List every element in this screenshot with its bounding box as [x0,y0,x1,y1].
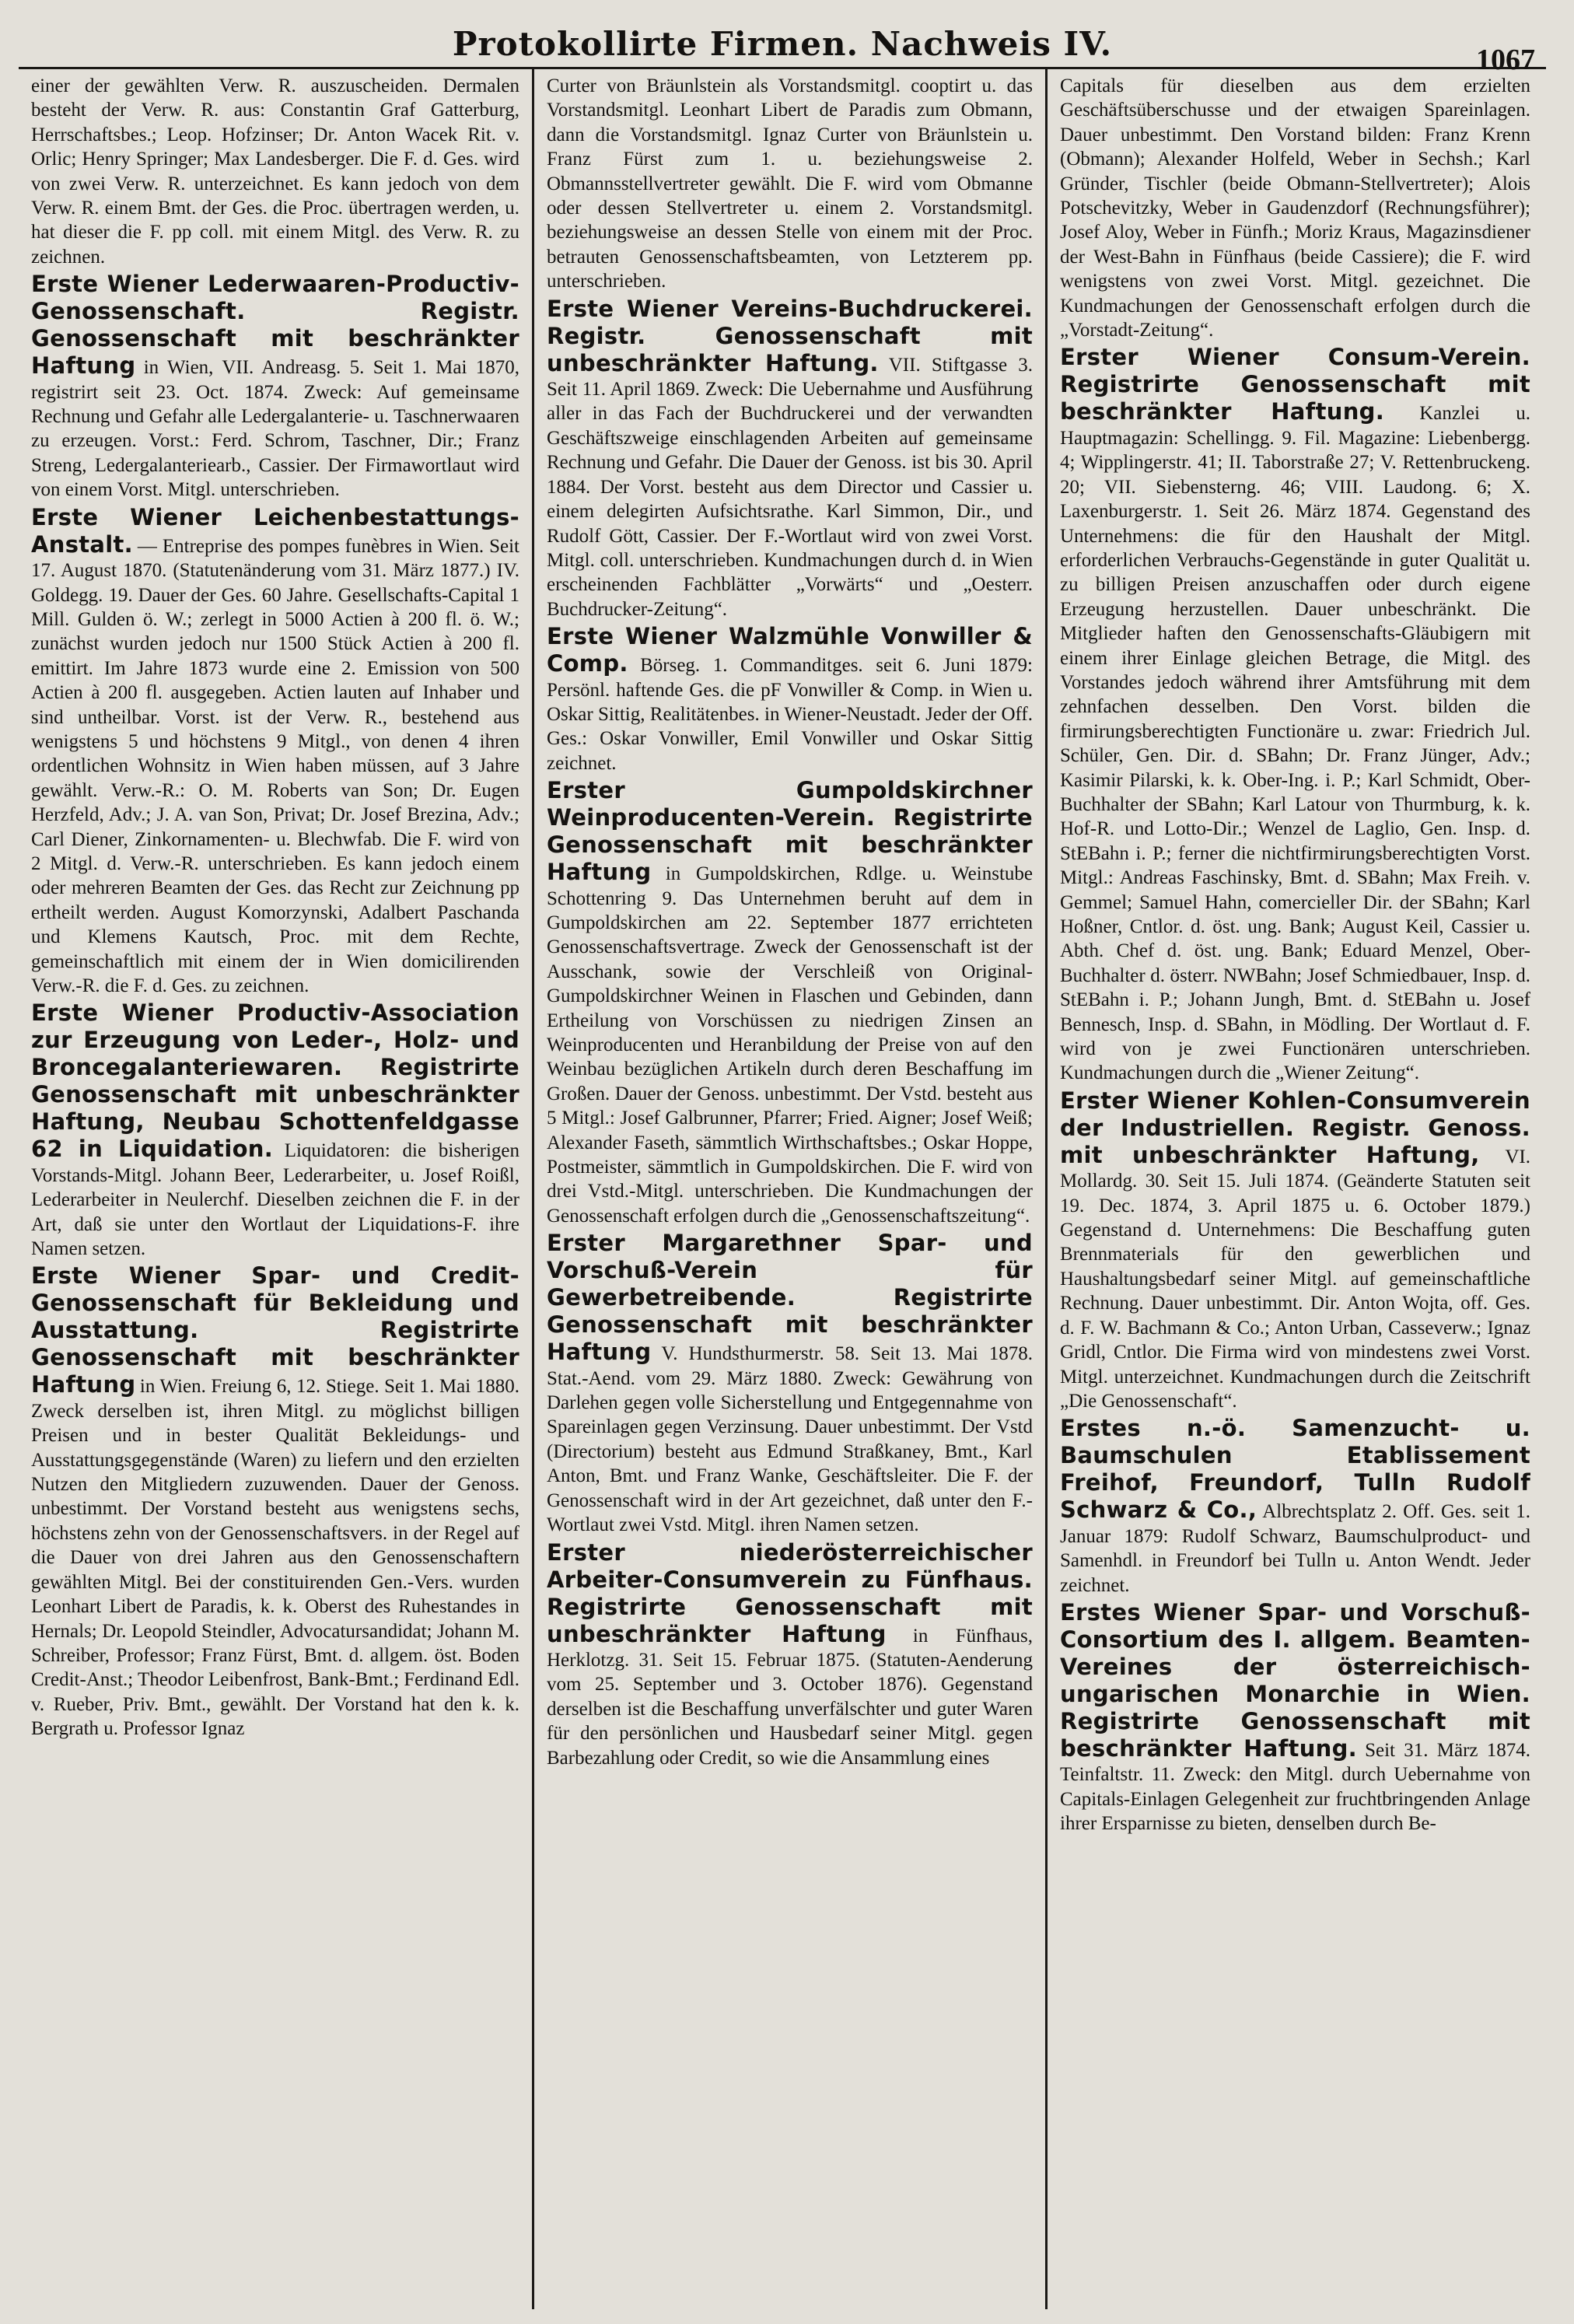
firm-name: Erster Wiener Consum-Verein. Registrirte Genossenschaft mit beschränkter Haftung. [1060,344,1530,425]
column-2 [532,69,1045,2309]
firm-entry [547,296,1033,621]
firm-description: Seit 31. März 1874. Teinfaltstr. 11. Zweck: den Mitgl. durch Uebernahme von Capitals-Einlagen Gelegenheit zur fruchtbringenden Anlage ihrer Ersparnisse zu bieten, denselben durch Be- [1060,1739,1531,1835]
firm-description: VI. Mollardg. 30. Seit 15. Juli 1874. (Geänderte Statuten seit 19. Dec. 1874, 3. April 1875 u. 6. October 1879.) Gegenstand d. Unternehmens: Die Beschaffung guten Brennmaterials für den gewerblichen und Haushaltungsbedarf seiner Mitgl. auf gemeinschaftliche Rechnung. Dauer unbestimmt. Dir. Anton Wojta, off. Ges. d. F. W. Bachmann & Co.; Anton Urban, Casseverw.; Ignaz Gridl, Cntlor. Die Firma wird von mindestens zwei Vorst. Mitgl. unterzeichnet. Kundmachungen durch die Zeitschrift „Die Genossenschaft“. [1060,1146,1530,1412]
firm-name: Erster Gumpoldskirchner Weinproducenten-Verein. Registrirte Genossenschaft mit beschränkter Haftung [547,777,1033,886]
firm-name: Erstes Wiener Spar- und Vorschuß-Consortium des I. allgem. Beamten-Vereines der österreichisch-ungarischen Monarchie in Wien. Registrirte Genossenschaft mit beschränkter Haftung. [1060,1598,1530,1762]
firm-description: in Wien, VII. Andreasg. 5. Seit 1. Mai 1870, registrirt seit 23. Oct. 1874. Zweck: Auf gemeinsame Rechnung und Gefahr alle Ledergalanterie- u. Taschnerwaaren zu erzeugen. Vorst.: Ferd. Schrom, Taschner, Dir.; Franz Streng, Ledergalanteriearb., Cassier. Der Firmawortlaut wird von einem Vorst. Mitgl. unterschrieben. [31,357,520,501]
firm-name: Erster Wiener Kohlen-Consumverein der Industriellen. Registr. Genoss. mit unbeschränkter Haftung, [1060,1087,1530,1168]
firm-description: in Wien. Freiung 6, 12. Stiege. Seit 1. Mai 1880. Zweck derselben ist, ihren Mitgl. zu möglichst billigen Preisen und in bester Qualität Bekleidungs- und Ausstattungsgegenstände (Waren) zu liefern und den erzielten Nutzen den Mitgliedern zuzuwenden. Dauer der Genoss. unbestimmt. Der Vorstand besteht aus wenigstens sechs, höchstens zehn von der Genossenschaftsvers. in der Regel auf die Dauer von drei Jahren aus den Genossenschaftern gewählten Mitgl. Bei der constituirenden Gen.-Vers. wurden Leonhart Libert de Paradis, k. k. Oberst des Ruhestandes in Hernals; Dr. Leopold Steindler, Advocatursandidat; Johann M. Schreiber, Professor; Franz Fürst, Bmt. d. allgem. öst. Boden Credit-Anst.; Theodor Leibenfrost, Bank-Bmt.; Ferdinand Edl. v. Rueber, Priv. Bmt., gewählt. Der Vorstand hat den k. k. Bergrath u. Professor Ignaz [31,1376,519,1740]
running-title: Protokollirte Firmen. Nachweis IV. [452,25,1113,63]
firm-name: Erste Wiener Lederwaaren-Productiv-Genossenschaft. Registr. Genossenschaft mit beschränkter Haftung [31,271,519,380]
firm-entry [31,271,519,502]
page-header [19,0,1546,76]
firm-description: V. Hundsthurmerstr. 58. Seit 13. Mai 1878. Stat.-Aend. vom 29. März 1880. Zweck: Gewährung von Darlehen gegen volle Sicherstellung und Entgegennahme von Spareinlagen gegen Verzinsung. Dauer unbestimmt. Der Vstd (Directorium) besteht aus Edmund Straßkaney, Bmt., Karl Anton, Bmt. und Franz Wanke, Geschäftsleiter. Die F. der Genossenschaft wird in der Art gezeichnet, daß unter den F.-Wortlaut zwei Vstd. Mitgl. ihren Namen setzen. [547,1343,1033,1536]
firm-name: Erste Wiener Vereins-Buchdruckerei. Registr. Genossenschaft mit unbeschränkter Haftung. [547,295,1033,376]
firm-name: Erster niederösterreichischer Arbeiter-Consumverein zu Fünfhaus. Registrirte Genossenschaft mit unbeschränkter Haftung [547,1538,1033,1647]
firm-entry [1060,344,1530,1085]
page-number: 1067 [1476,44,1535,76]
firm-name: Erste Wiener Spar- und Credit-Genossenschaft für Bekleidung und Ausstattung. Registrirte Genossenschaft mit beschränkter Haftung [31,1262,519,1398]
firm-entry [547,1539,1033,1770]
firm-entry [547,1230,1033,1537]
firm-name: Erste Wiener Productiv-Association zur Erzeugung von Leder-, Holz- und Broncegalanteriewaren. Registrirte Genossenschaft mit unbeschränkter Haftung, Neubau Schottenfeldgasse 62 in Liquidation. [31,999,519,1163]
text-columns [19,67,1546,2309]
firm-description: VII. Stiftgasse 3. Seit 11. April 1869. Zweck: Die Uebernahme und Ausführung aller in das Fach der Buchdruckerei und der verwandten Geschäftszweige einschlagenden Arbeiten auf gemeinsame Rechnung und Gefahr. Die Dauer der Genoss. ist bis 30. April 1884. Der Vorst. besteht aus dem Director und Cassier u. einem delegirten Aufsichtsrathe. Karl Simmon, Dir., und Rudolf Gött, Cassier. Der F.-Wortlaut wird von zwei Vorst. Mitgl. coll. unterschrieben. Kundmachungen durch d. in Wien erscheinenden Fachblätter „Vorwärts“ und „Oesterr. Buchdrucker-Zeitung“. [547,354,1033,620]
firm-entry [1060,1599,1530,1836]
firm-entry [1060,1415,1530,1598]
firm-description: — Entreprise des pompes funèbres in Wien. Seit 17. August 1870. (Statutenänderung vom 31. März 1877.) IV. Goldegg. 19. Dauer der Ges. 60 Jahre. Gesellschafts-Capital 1 Mill. Gulden ö. W.; zerlegt in 5000 Actien à 200 fl. ö. W.; zunächst wurden jedoch nur 1500 Stück Actien à 200 fl. emittirt. Im Jahre 1873 wurde eine 2. Emission von 500 Actien à 200 fl. ausgegeben. Actien lauten auf Inhaber und sind untheilbar. Vorst. ist der Verw. R., bestehend aus wenigstens 5 und höchstens 9 Mitgl., von denen 4 ihren ordentlichen Wohnsitz in Wien haben müssen, auf 3 Jahre gewählt. Verw.-R.: O. M. Roberts van Son; Dr. Eugen Herzfeld, Adv.; J. A. van Son, Privat; Dr. Josef Brezina, Adv.; Carl Diener, Zinkornamenten- u. Blechwfab. Die F. wird von 2 Mitgl. d. Verw.-R. unterschrieben. Es kann jedoch einem oder mehreren Beamten der Ges. das Recht zur Zeichnung pp ertheilt werden. August Komorzynski, Adalbert Paschanda und Klemens Kautsch, Proc. mit dem Rechte, gemeinschaftlich mit einem der in Wien domicilirenden Verw.-R. die F. d. Ges. zu zeichnen. [31,535,519,996]
firm-name: Erste Wiener Leichenbestattungs-Anstalt. [31,503,519,558]
firm-description: Börseg. 1. Commanditges. seit 6. Juni 1879: Persönl. haftende Ges. die pF Vonwiller & Comp. in Wien u. Oskar Sittig, Realitätenbes. in Wiener-Neustadt. Jeder der Off. Ges.: Oskar Vonwiller, Emil Vonwiller und Oskar Sittig zeichnet. [547,655,1033,774]
firm-description: Curter von Bräunlstein als Vorstandsmitgl. cooptirt u. das Vorstandsmitgl. Leonhart Libert de Paradis zum Obmann, dann die Vorstandsmitgl. Ignaz Curter von Bräunlstein u. Franz Fürst zum 1. u. beziehungsweise 2. Obmannsstellvertreter gewählt. Die F. wird vom Obmanne oder dessen Stellvertreter u. einem 2. Vorstandsmitgl. beziehungsweise an dessen Stelle von einem mit der Proc. betrauten Genossenschaftsbeamten, von Letzterem pp. unterschrieben. [547,75,1033,292]
firm-entry [1060,74,1530,342]
column-3 [1045,69,1543,2309]
firm-entry [547,623,1033,775]
firm-name: Erste Wiener Walzmühle Vonwiller & Comp. [547,623,1033,677]
firm-entry [31,504,519,999]
column-1 [19,69,532,2309]
firm-description: in Gumpoldskirchen, Rdlge. u. Weinstube Schottenring 9. Das Unternehmen beruht auf dem in Gumpoldskirchen am 22. September 1877 errichteten Genossenschaftsvertrage. Zweck der Genossenschaft ist der Ausschank, sowie der Verschleiß von Original-Gumpoldskirchner Weinen in Flaschen und Gebinden, dann Ertheilung von Vorschüssen zu niedrigen Zinsen an Weinproducenten und Heranbildung der Preise von auf den Weinbau bezüglichen Artikeln durch deren Beschaffung im Großen. Dauer der Genoss. unbestimmt. Der Vstd. besteht aus 5 Mitgl.: Josef Galbrunner, Pfarrer; Fried. Aigner; Josef Weiß; Alexander Faseth, sämmtlich Wirthschaftsbes.; Oskar Hoppe, Postmeister, sämmtlich in Gumpoldskirchen. Die F. wird von drei Vstd.-Mitgl. unterschrieben. Die Kundmachungen der Genossenschaft erfolgen durch die „Genossenschaftszeitung“. [547,863,1033,1227]
firm-entry [547,777,1033,1228]
firm-entry [31,1262,519,1741]
firm-description: Albrechtsplatz 2. Off. Ges. seit 1. Januar 1879: Rudolf Schwarz, Baumschulproduct- und Samenhdl. in Freundorf bei Tulln u. Anton Wendt. Jeder zeichnet. [1060,1501,1531,1596]
firm-entry [31,74,519,269]
firm-entry [1060,1087,1530,1413]
firm-entry [547,74,1033,294]
firm-name: Erstes n.-ö. Samenzucht- u. Baumschulen Etablissement Freihof, Freundorf, Tulln Rudolf Schwarz & Co., [1060,1415,1530,1524]
firm-description: in Fünfhaus, Herklotzg. 31. Seit 15. Februar 1875. (Statuten-Aenderung vom 25. September und 3. October 1876). Gegenstand derselben ist die Beschaffung unverfälschter und guter Waren für den persönlichen und Hausbedarf seiner Mitgl. gegen Barbezahlung oder Credit, so wie die Ansammlung eines [547,1625,1033,1769]
firm-name: Erster Margarethner Spar- und Vorschuß-Verein für Gewerbetreibende. Registrirte Genossenschaft mit beschränkter Haftung [547,1230,1033,1366]
firm-entry [31,999,519,1261]
firm-description: Kanzlei u. Hauptmagazin: Schellingg. 9. Fil. Magazine: Liebenbergg. 4; Wipplingerstr. 41; II. Taborstraße 27; V. Rettenbruckeng. 20; VII. Siebensterng. 46; VIII. Laudong. 6; X. Laxenburgerstr. 1. Seit 26. März 1874. Gegenstand des Unternehmens: die für den Haushalt der Mitgl. erforderlichen Verbrauchs-Gegenstände in guter Qualität u. zu billigen Preisen anzuschaffen oder durch eigene Erzeugung herzustellen. Dauer unbeschränkt. Die Mitglieder haften den Genossenschafts-Gläubigern mit einem ihrer Einlage gleichen Betrage, die Mitgl. des Vorstandes jedoch während ihrer Amtsführung mit dem zehnfachen desselben. Den Vorst. bilden die firmirungsberechtigten Functionäre u. zwar: Friedrich Jul. Schüler, Gen. Dir. d. SBahn; Dr. Franz Jünger, Adv.; Kasimir Pilarski, k. k. Ober-Ing. i. P.; Karl Schmidt, Ober-Buchhalter der SBahn; Karl Latour von Thurmburg, k. k. Hof-R. und Lotto-Dir.; Wenzel de Laglio, Gen. Insp. d. StEBahn i. P.; ferner die nichtfirmirungsberechtigten Vorst. Mitgl.: Andreas Faschinsky, Bmt. d. SBahn; Max Freih. v. Gemmel; Samuel Hahn, comercieller Dir. der SBahn; Karl Hoßner, Cntlor. d. öst. ung. Bank; August Keil, Cassier u. Abth. Chef d. öst. ung. Bank; Eduard Menzel, Ober-Buchhalter d. österr. NWBahn; Josef Schmiedbauer, Insp. d. StEBahn i. P.; Johann Jungh, Bmt. d. StEBahn u. Josef Bennesch, Insp. d. SBahn, in Mödling. Der Wortlaut d. F. wird von je zwei Functionären unterschrieben. Kundmachungen durch die „Wiener Zeitung“. [1060,403,1530,1084]
firm-description: Liquidatoren: die bisherigen Vorstands-Mitgl. Johann Beer, Lederarbeiter, u. Josef Roißl, Lederarbeiter in Neulerchf. Dieselben zeichnen die F. in der Art, daß sie unter den Wortlaut der Liquidations-F. ihre Namen setzen. [31,1140,520,1260]
firm-description: einer der gewählten Verw. R. auszuscheiden. Dermalen besteht der Verw. R. aus: Constantin Graf Gatterburg, Herrschaftsbes.; Leop. Hofzinser; Dr. Anton Wacek Rit. v. Orlic; Henry Springer; Max Landesberger. Die F. d. Ges. wird von zwei Verw. R. unterzeichnet. Es kann jedoch von dem Verw. R. einem Bmt. der Ges. die Proc. übertragen werden, u. hat dieser die F. pp coll. mit einem Mitgl. des Verw. R. zu zeichnen. [31,75,519,268]
firm-description: Capitals für dieselben aus dem erzielten Geschäftsüberschusse und der etwaigen Spareinlagen. Dauer unbestimmt. Den Vorstand bilden: Franz Krenn (Obmann); Alexander Holfeld, Weber in Sechsh.; Karl Gründer, Tischler (beide Obmann-Stellvertreter); Alois Potschevitzky, Weber in Gaudenzdorf (Rechnungsführer); Josef Aloy, Weber in Fünfh.; Moriz Kraus, Magazinsdiener der West-Bahn in Fünfhaus (beide Cassiere); die F. wird wenigstens von zwei Vorst. Mitgl. gezeichnet. Die Kundmachungen der Genossenschaft erfolgen durch die „Vorstadt-Zeitung“. [1060,75,1530,341]
